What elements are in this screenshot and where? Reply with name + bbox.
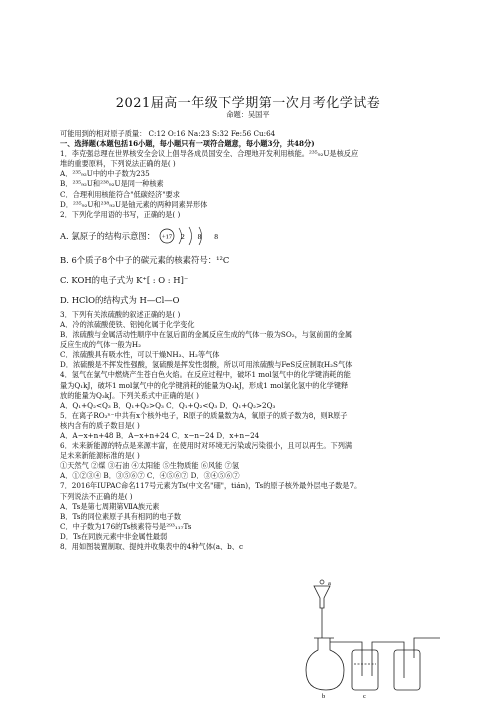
text-line: 1．李克强总理在世界核安全会议上倡导各成员国安全、合理地开发利用核能。²³⁵₉₂U是核反应 (60, 149, 359, 159)
text-line: 4．氢气在氯气中燃烧产生苍白色火焰。在反应过程中，破坏1 mol氢气中的化学键消耗的能 (60, 370, 351, 380)
atom-nucleus-label: +17 (162, 233, 173, 241)
q2-option-b-text: B. 6个质子8个中子的碳元素的核素符号： (60, 254, 217, 265)
text-line: 下列说法不正确的是( ) (60, 491, 133, 501)
text-line: 2．下列化学用语的书写，正确的是( ) (60, 209, 181, 219)
q2-option-a (60, 221, 440, 251)
text-line: A．Ts是第七周期第ⅦA族元素 (60, 501, 160, 511)
text-line: A．A−x+n+48 B．A−x+n+24 C．x−n−24 D．x+n−24 (60, 430, 260, 440)
text-line: C．中子数为176的Ts核素符号是²⁹³₁₁₇Ts (60, 521, 192, 531)
exam-title: 2021届高一年级下学期第一次月考化学试卷 (115, 96, 381, 111)
chlorine-atom-diagram (157, 223, 223, 249)
text-line: A．冷的浓硫酸使铁、铝钝化属于化学变化 (60, 319, 195, 329)
text-line: C．合理利用核能符合"低碳经济"要求 (60, 189, 180, 199)
atom-shells-label: 2 8 8 (181, 231, 224, 241)
exam-body (60, 129, 440, 552)
text-line: C．浓硫酸具有吸水性，可以干燥NH₃、H₂等气体 (60, 350, 220, 360)
text-line: B．Ts的同位素原子具有相同的电子数 (60, 511, 182, 521)
text-line: B．浓硫酸与金属活动性顺序中在氢后面的金属反应生成的气体一般为SO₂，与氢前面的金属 (60, 330, 353, 340)
label-c: c (363, 693, 366, 700)
text-line: 核内含有的质子数目是( ) (60, 420, 140, 430)
section-heading: 一、选择题(本题包括16小题，每小题只有一项符合题意，每小题3分，共48分) (60, 139, 315, 149)
gas-apparatus-diagram (300, 578, 450, 700)
q2-option-b (60, 252, 440, 268)
q2-option-a-text: A. 氯原子的结构示意图： (60, 230, 156, 241)
exam-author: 命题：吴国平 (226, 110, 270, 119)
text-line: 7．2016年IUPAC命名117号元素为Ts(中文名"鿬"，tián)，Ts的原子核外最外层电子数是7。 (60, 481, 362, 491)
text-line: 放的能量为Q₃kJ。下列关系式中正确的是( ) (60, 390, 199, 400)
text-line: A．²³⁵₉₂U中的中子数为235 (60, 169, 150, 179)
label-b: b (322, 693, 326, 700)
q2-option-b-symbol: ¹²C (216, 254, 230, 265)
text-line: ①天然气 ②煤 ③石油 ④太阳能 ⑤生物质能 ⑥风能 ⑦氢 (60, 461, 240, 471)
text-line: A．Q₁+Q₂<Q₃ B．Q₁+Q₂>Q₃ C．Q₁+Q₂<Q₃ D．Q₁+Q₂>2Q₃ (60, 400, 276, 410)
text-line: 3．下列有关浓硫酸的叙述正确的是( ) (60, 309, 181, 319)
text-line: 量为Q₁kJ，破坏1 mol氯气中的化学键消耗的能量为Q₂kJ，形成1 mol氯化氢中的化学键释 (60, 380, 349, 390)
text-line: D．浓硫酸是不挥发性强酸，氢硫酸是挥发性弱酸，所以可用浓硫酸与FeS反应制取H₂S气体 (60, 360, 353, 370)
q2-option-c: C. KOH的电子式为 K⁺[ : O : H]⁻ (60, 274, 189, 285)
text-line: A．①②③④ B．③⑤⑥⑦ C．④⑤⑥⑦ D．③④⑤⑥⑦ (60, 471, 240, 481)
text-line: 可能用到的相对原子质量： C:12 O:16 Na:23 S:32 Fe:56 Cu:64 (60, 129, 276, 138)
text-line: B．²³⁵₉₂U和²³⁸₉₂U是同一种核素 (60, 179, 164, 189)
text-line: 5．在离子RO₃ⁿ⁻中共有x个核外电子，R原子的质量数为A，氧原子的质子数为8，则R原子 (60, 410, 348, 420)
text-line: 堆的重要原料，下列说法正确的是( ) (60, 159, 176, 169)
label-a: a (328, 580, 331, 587)
text-line: 反应生成的气体一般为H₂ (60, 340, 142, 350)
text-line: D．Ts在同族元素中非金属性最弱 (60, 531, 168, 541)
text-line: D．²³⁵₉₂U和²³⁸₉₂U是铀元素的两种同素异形体 (60, 199, 208, 209)
text-line: 足未来新能源标准的是( ) (60, 451, 140, 461)
text-line: 6．未来新能源的特点是来源丰富，在使用时对环境无污染或污染很小，且可以再生。下列满 (60, 441, 353, 451)
q2-option-d: D. HClO的结构式为 H—Cl—O (60, 294, 180, 305)
text-line: 8．用如图装置制取、提纯并收集表中的4种气体(a、b、c (60, 542, 243, 551)
